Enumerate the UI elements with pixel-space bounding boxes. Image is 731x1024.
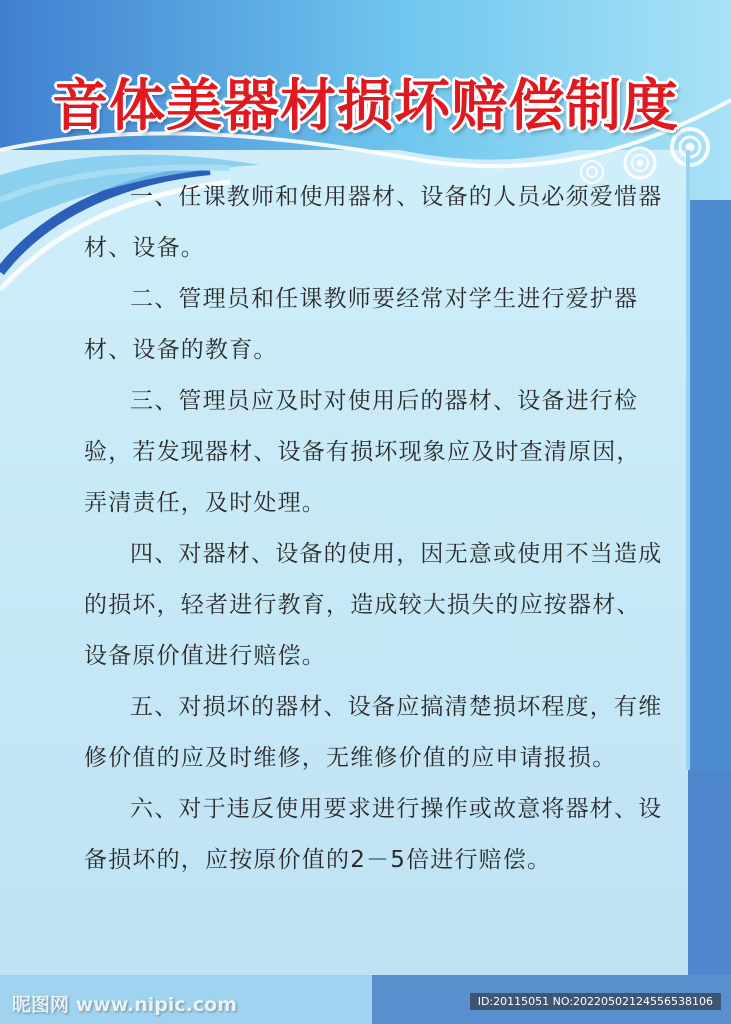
rule-paragraph-5: 五、对损坏的器材、设备应搞清楚损坏程度，有维修价值的应及时维修，无维修价值的应申请报损。	[84, 694, 663, 771]
site-watermark: 昵图网 www.nipic.com	[12, 994, 238, 1016]
rule-paragraph-2: 二、管理员和任课教师要经常对学生进行爱护器材、设备的教育。	[84, 286, 639, 363]
id-watermark: ID:20115051 NO:20220502124556538106	[470, 993, 721, 1010]
rule-paragraph-1: 一、任课教师和使用器材、设备的人员必须爱惜器材、设备。	[84, 184, 663, 261]
rule-paragraph-3: 三、管理员应及时对使用后的器材、设备进行检验，若发现器材、设备有损坏现象应及时查清原因，弄清责任，及时处理。	[84, 388, 641, 516]
rule-paragraph-6: 六、对于违反使用要求进行操作或故意将器材、设备损坏的，应按原价值的2－5倍进行赔偿。	[84, 796, 663, 873]
poster-title: 音体美器材损坏赔偿制度	[52, 73, 679, 139]
rules-body	[84, 172, 664, 886]
rule-paragraph-4: 四、对器材、设备的使用，因无意或使用不当造成的损坏，轻者进行教育，造成较大损失的应按器材、设备原价值进行赔偿。	[84, 541, 663, 669]
